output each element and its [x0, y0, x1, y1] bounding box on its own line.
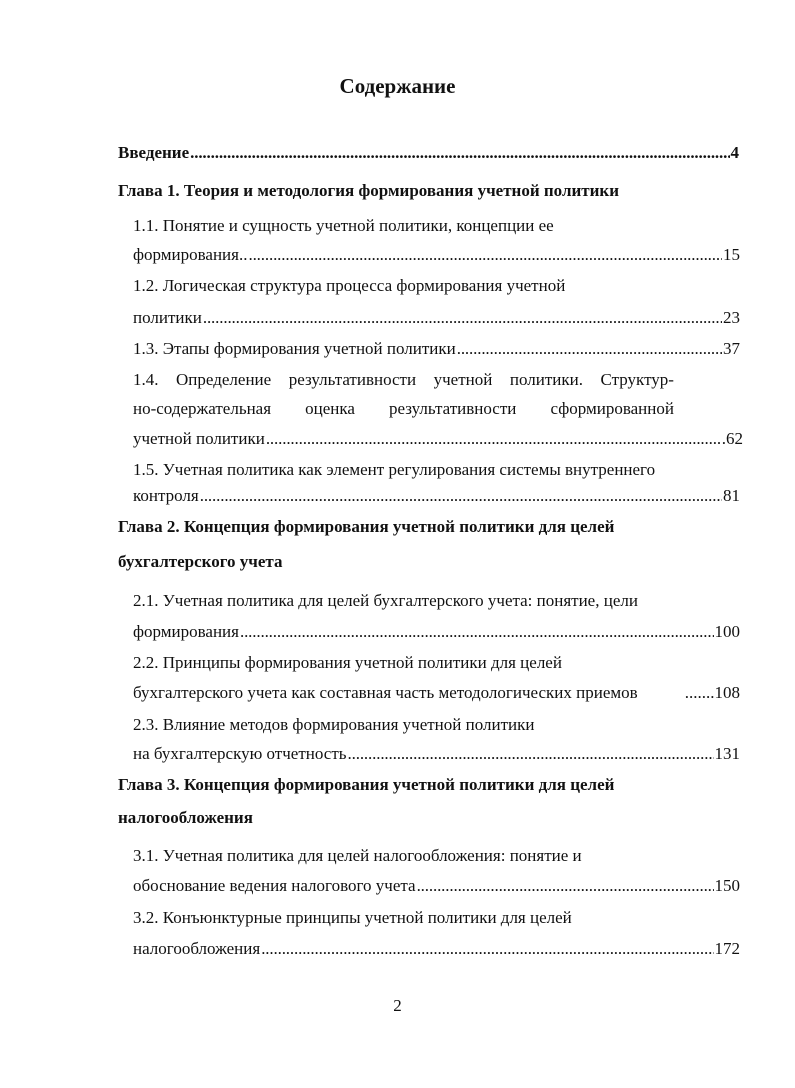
- word: результативности: [288, 370, 417, 389]
- toc-page-number: .......108: [684, 683, 740, 702]
- word: политики.: [509, 370, 583, 389]
- word: оценка: [305, 399, 355, 418]
- word: учетной: [433, 370, 493, 389]
- toc-entry-text: на бухгалтерскую отчетность: [133, 744, 347, 763]
- toc-entry-2-2[interactable]: [133, 680, 740, 706]
- word: сформированной: [550, 399, 674, 418]
- toc-entry-text: контроля: [133, 486, 199, 505]
- dot-leader: [248, 242, 722, 268]
- toc-entry-3-1-line1: 3.1. Учетная политика для целей налогообложения: понятие и: [133, 846, 582, 865]
- dot-leader: [240, 619, 714, 645]
- toc-entry-2-1-line1: 2.1. Учетная политика для целей бухгалтерского учета: понятие, цели: [133, 591, 638, 610]
- toc-entry-1-5-line1: 1.5. Учетная политика как элемент регулирования системы внутреннего: [133, 460, 656, 479]
- toc-entry-text: бухгалтерского учета как составная часть методологических приемов: [133, 683, 638, 702]
- chapter-3-heading-line1: Глава 3. Концепция формирования учетной политики для целей: [118, 775, 615, 794]
- toc-entry-1-5[interactable]: [133, 483, 740, 509]
- word: но-содержательная: [133, 399, 272, 418]
- chapter-1-heading: Глава 1. Теория и методология формирования учетной политики: [118, 181, 620, 200]
- toc-entry-3-2-line1: 3.2. Конъюнктурные принципы учетной политики для целей: [133, 908, 572, 927]
- toc-entry-1-3[interactable]: [133, 336, 740, 362]
- dot-leader: [190, 140, 729, 166]
- dot-leader: [417, 873, 714, 899]
- toc-entry-1-4-line1: [133, 367, 674, 393]
- toc-entry-intro[interactable]: [118, 140, 739, 166]
- word: 1.4.: [133, 370, 159, 389]
- toc-entry-text: обоснование ведения налогового учета: [133, 876, 416, 895]
- toc-page-number: 100: [714, 622, 740, 641]
- dot-leader: [200, 483, 722, 509]
- word: Структур-: [600, 370, 674, 389]
- toc-entry-1-2[interactable]: [133, 305, 740, 331]
- page-title: Содержание: [339, 74, 456, 98]
- dot-leader: [261, 936, 713, 962]
- dot-leader: [203, 305, 722, 331]
- toc-page-number: 131: [714, 744, 740, 763]
- toc-page-number: 15: [723, 245, 740, 264]
- dot-leader: [266, 426, 721, 452]
- toc-page-number: 150: [714, 876, 740, 895]
- dot-leader: [348, 741, 714, 767]
- toc-entry-2-3[interactable]: [133, 741, 740, 767]
- toc-entry-2-2-line1: 2.2. Принципы формирования учетной политики для целей: [133, 653, 562, 672]
- chapter-2-heading-line2: бухгалтерского учета: [118, 552, 283, 571]
- toc-entry-1-1[interactable]: [133, 242, 740, 268]
- toc-entry-text: 1.3. Этапы формирования учетной политики: [133, 339, 456, 358]
- toc-entry-text: Введение: [118, 143, 190, 162]
- toc-entry-text: формирования..: [133, 245, 248, 264]
- toc-page-number: 81: [723, 486, 740, 505]
- word: Определение: [176, 370, 272, 389]
- toc-entry-2-3-line1: 2.3. Влияние методов формирования учетной политики: [133, 715, 535, 734]
- toc-entry-2-1[interactable]: [133, 619, 740, 645]
- toc-entry-3-1[interactable]: [133, 873, 740, 899]
- toc-page-number: 23: [723, 308, 740, 327]
- word: результативности: [389, 399, 517, 418]
- toc-entry-text: политики: [133, 308, 202, 327]
- toc-entry-text: формирования: [133, 622, 239, 641]
- toc-entry-1-4-line2: [133, 396, 674, 422]
- toc-page-number: 37: [723, 339, 740, 358]
- toc-entry-1-2-line1: 1.2. Логическая структура процесса формирования учетной: [133, 276, 566, 295]
- toc-page-number: 172: [714, 939, 740, 958]
- chapter-2-heading-line1: Глава 2. Концепция формирования учетной политики для целей: [118, 517, 615, 536]
- dot-leader: [457, 336, 722, 362]
- toc-entry-1-4[interactable]: [133, 426, 743, 452]
- toc-entry-1-1-line1: 1.1. Понятие и сущность учетной политики, концепции ее: [133, 216, 554, 235]
- toc-page-number: 4: [730, 143, 739, 162]
- toc-page-number: .62: [721, 429, 743, 448]
- chapter-3-heading-line2: налогообложения: [118, 808, 253, 827]
- toc-entry-3-2[interactable]: [133, 936, 740, 962]
- page-number: 2: [393, 996, 402, 1015]
- toc-entry-text: учетной политики: [133, 429, 265, 448]
- toc-entry-text: налогообложения: [133, 939, 261, 958]
